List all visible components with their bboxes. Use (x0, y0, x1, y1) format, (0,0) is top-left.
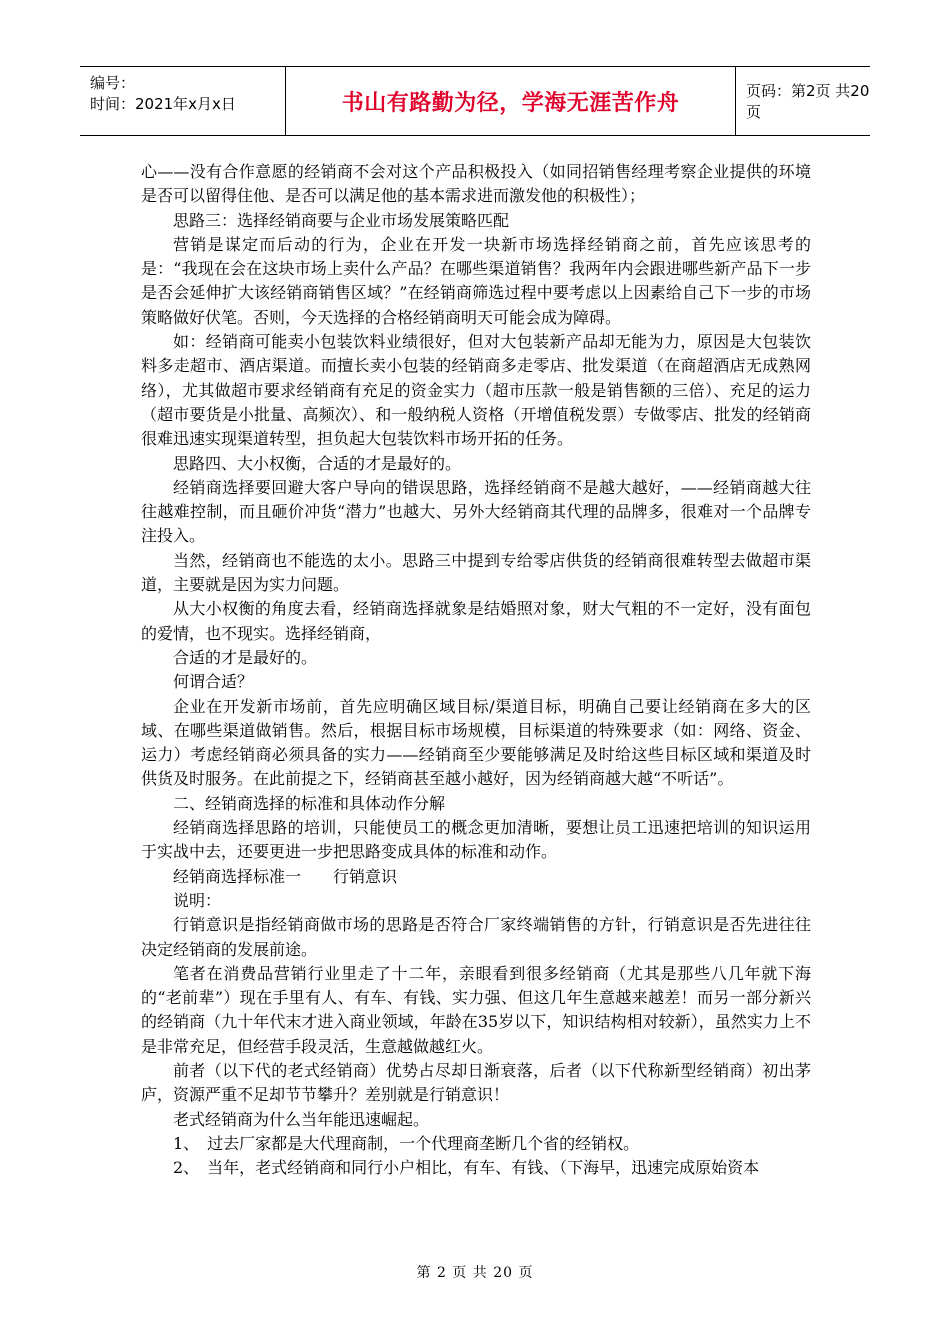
section-heading: 二、经销商选择的标准和具体动作分解 (173, 793, 446, 813)
page-footer: 第 2 页 共 20 页 (416, 1265, 534, 1281)
header-page-info: 页码：第2页 共20页 (746, 82, 870, 121)
paragraph: 经销商选择思路的培训，只能使员工的概念更加清晰，要想让员工迅速把培训的知识运用于实战中去，还要更进一步把思路变成具体的标准和动作。 (141, 818, 811, 862)
paragraph: 营销是谋定而后动的行为，企业在开发一块新市场选择经销商之前，首先应该思考的是：“我现在会在这块市场上卖什么产品？在哪些渠道销售？我两年内会跟进哪些新产品下一步是否会延伸扩大该经销商销售区域？”在经销商筛选过程中要考虑以上因素给自己下一步的市场策略做好伏笔。否则，今天选择的合格经销商明天可能会成为障碍。 (141, 234, 811, 327)
page-header (80, 66, 870, 136)
paragraph: 如：经销商可能卖小包装饮料业绩很好，但对大包装新产品却无能为力，原因是大包装饮料多走超市、酒店渠道。而擅长卖小包装的经销商多走零店、批发渠道（在商超酒店无成熟网络），尤其做超市要求经销商有充足的资金实力（超市压款一般是销售额的三倍）、充足的运力（超市要货是小批量、高频次）、和一般纳税人资格（开增值税发票）专做零店、批发的经销商很难迅速实现渠道转型，担负起大包装饮料市场开拓的任务。 (141, 332, 811, 449)
paragraph: 心——没有合作意愿的经销商不会对这个产品积极投入（如同招销售经理考察企业提供的环境是否可以留得住他、是否可以满足他的基本需求进而激发他的积极性）； (141, 162, 811, 206)
paragraph: 笔者在消费品营销行业里走了十二年，亲眼看到很多经销商（尤其是那些八几年就下海的“老前辈”）现在手里有人、有车、有钱、实力强、但这几年生意越来越差！而另一部分新兴的经销商（九十年代末才进入商业领域，年龄在35岁以下，知识结构相对较新），虽然实力上不是非常充足，但经营手段灵活，生意越做越红火。 (141, 963, 811, 1056)
header-page-cell (736, 67, 870, 135)
paragraph: 老式经销商为什么当年能迅速崛起。 (173, 1109, 430, 1129)
paragraph: 说明： (173, 890, 222, 910)
paragraph: 企业在开发新市场前，首先应明确区域目标/渠道目标，明确自己要让经销商在多大的区域、在哪些渠道做销售。然后，根据目标市场规模，目标渠道的特殊要求（如：网络、资金、运力）考虑经销商必须具备的实力——经销商至少要能够满足及时给这些目标区域和渠道及时供货及时服务。在此前提之下，经销商甚至越小越好，因为经销商越大越“不听话”。 (141, 696, 811, 789)
paragraph: 行销意识是指经销商做市场的思路是否符合厂家终端销售的方针，行销意识是否先进往往决定经销商的发展前途。 (141, 915, 811, 959)
header-motto-cell (286, 67, 736, 135)
paragraph: 经销商选择要回避大客户导向的错误思路，选择经销商不是越大越好，——经销商越大往往越难控制，而且砸价冲货“潜力”也越大、另外大经销商其代理的品牌多，很难对一个品牌专注投入。 (141, 477, 811, 546)
paragraph: 前者（以下代的老式经销商）优势占尽却日渐衰落，后者（以下代称新型经销商）初出茅庐，资源严重不足却节节攀升？差别就是行销意识！ (141, 1060, 811, 1105)
document-body (141, 160, 811, 1180)
number-label: 编号： (90, 74, 136, 92)
list-item: 2、 当年，老式经销商和同行小户相比，有车、有钱、（下海早，迅速完成原始资本 (173, 1158, 760, 1178)
list-item: 1、 过去厂家都是大代理商制，一个代理商垄断几个省的经销权。 (173, 1133, 640, 1153)
date-label: 时间：2021年x月x日 (90, 95, 236, 113)
section-heading: 经销商选择标准一 行销意识 (173, 866, 398, 886)
paragraph: 合适的才是最好的。 (173, 647, 318, 667)
section-heading: 思路四、大小权衡，合适的才是最好的。 (173, 453, 462, 473)
paragraph: 何谓合适？ (173, 672, 254, 692)
paragraph: 从大小权衡的角度去看，经销商选择就象是结婚照对象，财大气粗的不一定好，没有面包的爱情，也不现实。选择经销商， (141, 599, 811, 643)
section-heading: 思路三：选择经销商要与企业市场发展策略匹配 (173, 210, 510, 230)
paragraph: 当然，经销商也不能选的太小。思路三中提到专给零店供货的经销商很难转型去做超市渠道，主要就是因为实力问题。 (141, 550, 811, 595)
header-motto: 书山有路勤为径，学海无涯苦作舟 (341, 90, 680, 116)
header-meta (80, 67, 286, 135)
